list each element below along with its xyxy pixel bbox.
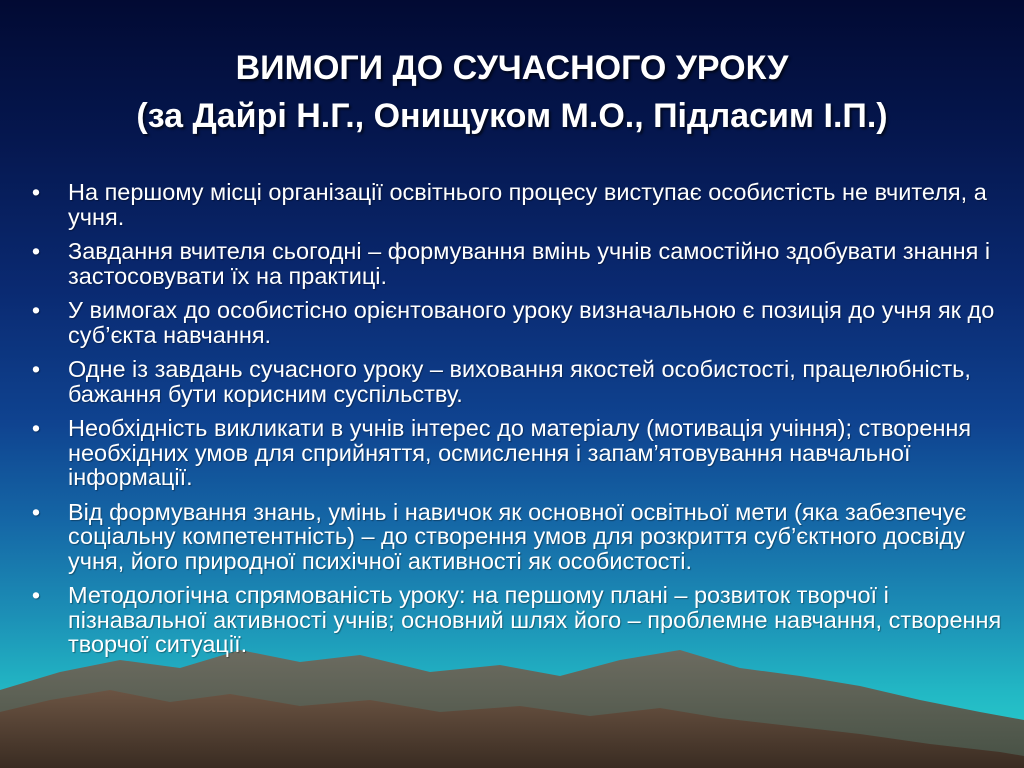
slide-title xyxy=(0,44,1024,140)
bullet-text: Одне із завдань сучасного уроку – виховання якостей особистості, працелюбність, бажання бути корисним суспільству. xyxy=(68,356,971,407)
bullet-item xyxy=(26,500,1006,574)
bullet-item xyxy=(26,357,1006,406)
bullet-text: На першому місці організації освітнього процесу виступає особистість не вчителя, а учня. xyxy=(68,179,987,230)
bullet-item xyxy=(26,298,1006,347)
bullet-item xyxy=(26,180,1006,229)
bullet-text: Необхідність викликати в учнів інтерес до матеріалу (мотивація учіння); створення необхідних умов для сприйняття, осмислення і запам’ятовування навчальної інформації. xyxy=(68,415,972,490)
bullet-icon: • xyxy=(31,415,41,441)
bullet-icon: • xyxy=(31,356,41,382)
bullet-icon: • xyxy=(31,498,41,525)
bullet-text: Методологічна спрямованість уроку: на першому плані – розвиток творчої і пізнавальної активності учнів; основний шлях його – проблемне навчання, створення творчої ситуації. xyxy=(68,582,1002,657)
bullet-item xyxy=(26,416,1006,490)
bullet-item xyxy=(26,239,1006,288)
bullet-item xyxy=(26,583,1006,657)
bullet-text: У вимогах до особистісно орієнтованого уроку визначальною є позиція до учня як до суб’єкта навчання. xyxy=(68,297,995,348)
bullet-text: Від формування знань, умінь і навичок як основної освітньої мети (яка забезпечує соціальну компетентність) – до створення умов для розкриття суб’єктного досвіду учня, його природної психічної активності як особистості. xyxy=(68,498,967,574)
title-line-1: ВИМОГИ ДО СУЧАСНОГО УРОКУ xyxy=(235,49,789,87)
bullet-icon: • xyxy=(31,179,41,205)
bullet-icon: • xyxy=(31,582,41,608)
bullet-text: Завдання вчителя сьогодні – формування вмінь учнів самостійно здобувати знання і застосовувати їх на практиці. xyxy=(68,238,991,289)
bullet-list xyxy=(26,180,1006,667)
title-line-2: (за Дайрі Н.Г., Онищуком М.О., Підласим І.П.) xyxy=(136,97,888,135)
bullet-icon: • xyxy=(31,297,41,323)
bullet-icon: • xyxy=(31,238,41,264)
